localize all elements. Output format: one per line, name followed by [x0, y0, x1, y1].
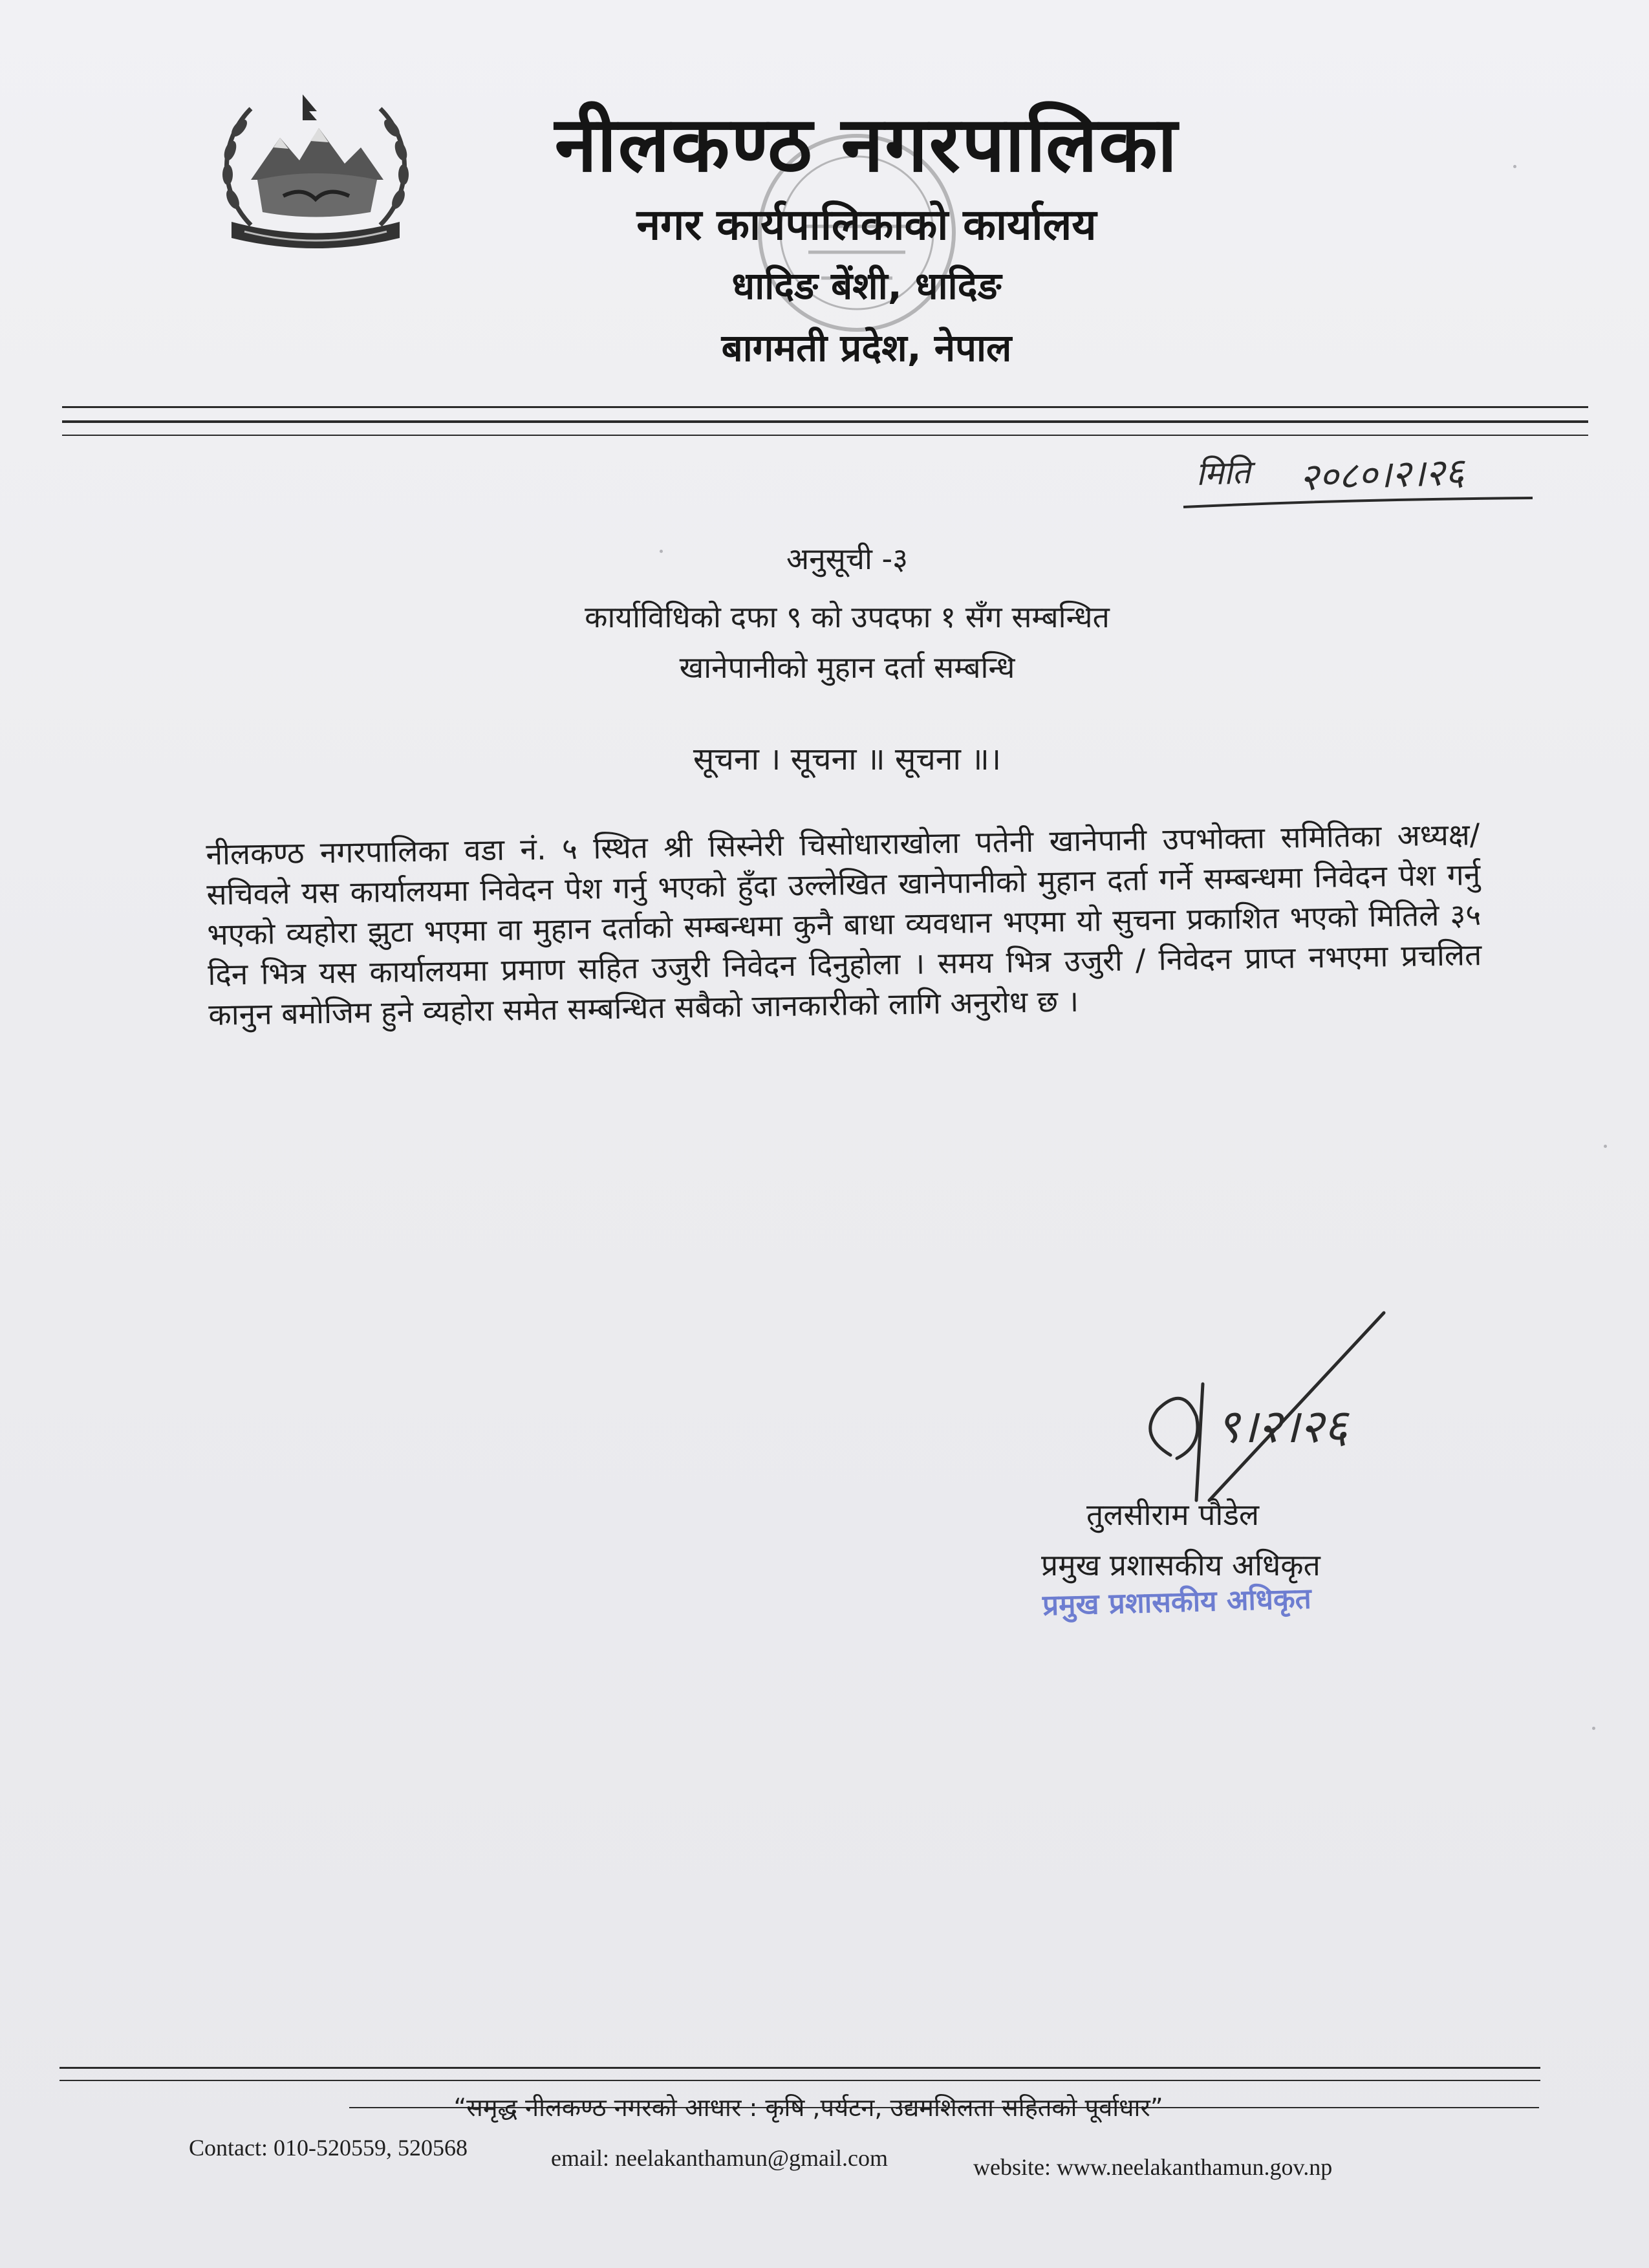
handwritten-date — [1158, 445, 1546, 516]
scan-speck — [660, 550, 663, 553]
signer-name: तुलसीराम पौडेल — [1086, 1497, 1260, 1532]
address-line-1: धादिङ बेंशी, धादिङ — [731, 264, 1002, 308]
schedule-number: अनुसूची -३ — [786, 541, 909, 576]
signature-date: ९।२।२६ — [1216, 1399, 1348, 1453]
footer-contact: Contact: 010-520559, 520568 — [189, 2135, 468, 2161]
rule-reference: कार्याविधिको दफा ९ को उपदफा १ सँग सम्बन्धित — [585, 599, 1110, 634]
signer-title: प्रमुख प्रशासकीय अधिकृत — [1041, 1548, 1320, 1582]
date-label: मिति — [1195, 453, 1251, 493]
footer-divider — [59, 2067, 1540, 2069]
notice-body: नीलकण्ठ नगरपालिका वडा नं. ५ स्थित श्री सिस्नेरी चिसोधाराखोला पतेनी खानेपानी उपभोक्ता समितिका अध्यक्ष/सचिवले यस कार्यालयमा निवेदन पेश गर्नु भएको हुँदा उल्लेखित खानेपानीको मुहान दर्ता गर्ने सम्बन्धमा निवेदन पेश गर्नु भएको व्यहोरा झुटा भएमा वा मुहान दर्ताको सम्बन्धमा कुनै बाधा व्यवधान भएमा यो सुचना प्रकाशित भएको मितिले ३५ दिन भित्र यस कार्यालयमा प्रमाण सहित उजुरी निवेदन दिनुहोला । समय भित्र उजुरी / निवेदन प्राप्त नभएमा प्रचलित कानुन बमोजिम हुने व्यहोरा समेत सम्बन्धित सबैको जानकारीको लागि अनुरोध छ । — [206, 817, 1482, 1032]
municipality-name: नीलकण्ठ नगरपालिका — [554, 100, 1179, 189]
header-divider — [62, 406, 1588, 408]
office-name: नगर कार्यपालिकाको कार्यालय — [636, 200, 1097, 250]
date-value: २०८०।२।२६ — [1299, 449, 1465, 499]
footer-email: email: neelakanthamun@gmail.com — [551, 2145, 888, 2171]
notice-heading: सूचना । सूचना ॥ सूचना ॥। — [693, 741, 1002, 777]
address-line-2: बागमती प्रदेश, नेपाल — [721, 326, 1012, 370]
scan-speck — [1604, 1145, 1607, 1148]
designation-stamp: प्रमुख प्रशासकीय अधिकृत — [1042, 1582, 1312, 1623]
scan-speck — [1513, 165, 1516, 168]
signature-scribble — [1112, 1306, 1397, 1507]
footer-slogan: “समृद्ध नीलकण्ठ नगरको आधार : कृषि ,पर्यटन, उद्यमशिलता सहितको पूर्वाधार” — [453, 2093, 1163, 2122]
nepal-emblem-icon — [206, 83, 426, 264]
notice-subject: खानेपानीको मुहान दर्ता सम्बन्धि — [679, 650, 1015, 685]
scan-speck — [1592, 1727, 1595, 1730]
header-divider — [62, 420, 1588, 423]
footer-website: website: www.neelakanthamun.gov.np — [973, 2154, 1333, 2180]
footer-divider — [59, 2080, 1540, 2081]
header-divider — [62, 435, 1588, 436]
